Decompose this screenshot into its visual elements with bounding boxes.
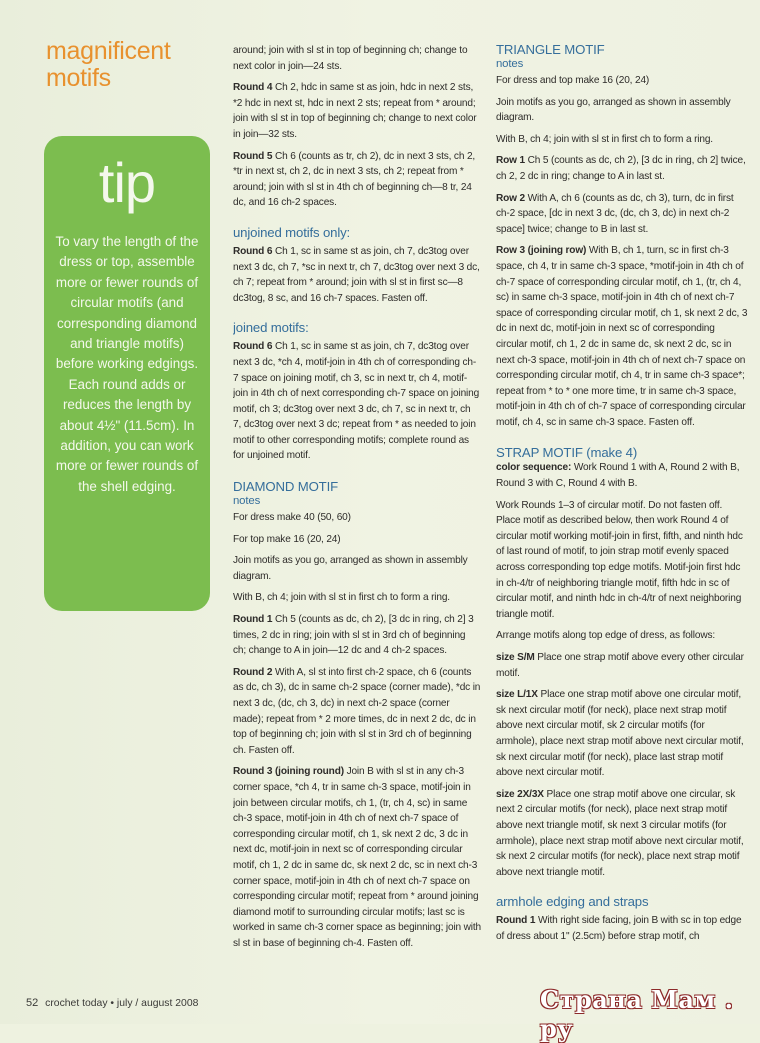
diamond-round-2 <box>233 665 481 759</box>
triangle-note: For dress and top make 16 (20, 24) <box>496 75 650 86</box>
round-label: Round 1 <box>233 614 273 626</box>
section-title-line2: motifs <box>46 64 111 92</box>
row-label: Row 1 <box>496 155 525 167</box>
triangle-motif-heading: TRIANGLE MOTIF <box>496 43 605 57</box>
site-watermark: Страна Мам . ру <box>540 985 734 1043</box>
diamond-note: For dress make 40 (50, 60) <box>233 512 351 524</box>
round-text: Ch 6 (counts as tr, ch 2), dc in next 3 sts, ch 2, *tr in next st, ch 2, dc in next 3 sts, ch 2; repeat from * around; join with sl st in 4th ch of beginning ch—8 tr, 24 dc, and 16 ch-2 spaces. <box>233 150 476 209</box>
unjoined-motifs-heading: unjoined motifs only: <box>233 224 351 240</box>
size-text: Place one strap motif above one circular motif, sk next circular motif (for neck), place next strap motif above next circular motif, sk 2 circular motifs (for armhole), place next strap motif above next circular motif, sk next circular motif (for neck), place last strap motif above next circular motif. <box>496 689 744 779</box>
row-label: Row 2 <box>496 192 525 204</box>
publication-info: crochet today • july / august 2008 <box>45 998 199 1009</box>
round-text: Join B with sl st in any ch-3 corner space, *ch 4, tr in same ch-3 space, motif-join in join between circular motifs, ch 1, (tr, ch 4, sc) in same ch-3 space, motif-join in 4th ch of next ch-7 space of corresponding circular motif, ch 1, sk next 2 dc, 3 dc in next dc, motif-join in next sc of corresponding circular motif, ch 1, 2 dc in same dc, sk next 2 dc, sc in next ch-3 corner space, motif-join in 4th ch of next ch-7 space on corresponding circular motif; repeat from * around joining diamond motif to surrounding circular motifs; last sc is worked in same ch-3 corner space as beginning; join with sl st in base of beginning ch-4. Fasten off. <box>233 766 481 949</box>
round-4-instruction <box>233 80 481 142</box>
round-label: Round 6 <box>233 341 273 353</box>
size-2x3x-instruction <box>496 787 748 881</box>
diamond-start-instruction: With B, ch 4; join with sl st in first ch to form a ring. <box>233 592 450 604</box>
round-text: Ch 2, hdc in same st as join, hdc in next 2 sts, *2 hdc in next st, hdc in next 2 sts; repeat from * around; join with sl st in top of beginning ch; change to next color in join—32 sts. <box>233 82 477 140</box>
size-l1x-instruction <box>496 687 748 781</box>
strap-motif-heading: STRAP MOTIF (make 4) <box>496 445 638 461</box>
strap-instruction: Work Rounds 1–3 of circular motif. Do not fasten off. Place motif as described below, then work Round 4 of circular motif working motif-join in first, fifth, and ninth hdc of last round of motif, to join strap motif evenly spaced across corresponding top edge motifs. Motif-join first hdc in ch-4/tr of neighboring triangle motif, fifth hdc in sc of circular motif, and ninth hdc in ch-4/tr of next neighboring triangle motif. <box>496 499 743 620</box>
size-label: size S/M <box>496 652 535 663</box>
round-text: With A, sl st into first ch-2 space, ch 6 (counts as dc, ch 3), dc in same ch-2 space (corner made), *dc in next 3 dc, (dc, ch 3, dc) in next ch-2 space (corner made); repeat from * 2 more times, dc in next 2 dc, dc in top of beginning ch; join with sl st in 3rd ch of beginning ch. Fasten off. <box>233 666 481 756</box>
triangle-note: Join motifs as you go, arranged as shown in assembly diagram. <box>496 96 731 124</box>
round-label: Round 3 (joining round) <box>233 766 344 778</box>
pattern-column-left <box>233 43 481 983</box>
color-sequence <box>496 460 748 491</box>
diamond-note: Join motifs as you go, arranged as shown in assembly diagram. <box>233 555 468 582</box>
tip-box <box>44 136 210 611</box>
color-sequence-label: color sequence: <box>496 462 572 474</box>
triangle-row-1 <box>496 153 748 184</box>
page-number: 52 <box>26 997 39 1009</box>
color-sequence-text: Work Round 1 with A, Round 2 with B, Round 3 with C, Round 4 with B. <box>496 462 740 490</box>
round-6-joined-instruction <box>233 339 481 464</box>
diamond-motif-heading: DIAMOND MOTIF <box>233 479 339 495</box>
diamond-note: For top make 16 (20, 24) <box>233 533 341 545</box>
size-text: Place one strap motif above every other circular motif. <box>496 652 744 679</box>
tip-title: tip <box>98 151 156 214</box>
triangle-row-2 <box>496 191 748 238</box>
triangle-notes-heading: notes <box>496 58 524 70</box>
row-text: With A, ch 6 (counts as dc, ch 3), turn, dc in first ch-2 space, [dc in next 3 dc, (dc, ch 3, dc) in next ch-2 space] twice; change to B in last st. <box>496 192 734 235</box>
round-label: Round 5 <box>233 150 273 162</box>
size-sm-instruction <box>496 650 748 681</box>
armhole-heading: armhole edging and straps <box>496 894 649 910</box>
page-footer <box>26 997 198 1009</box>
round-text: Ch 1, sc in same st as join, ch 7, dc3tog over next 3 dc, *ch 4, motif-join in 4th ch of corresponding ch-7 space on joining motif, ch 3, sc in next tr, ch 4, motif-join in 4th ch of next corresponding ch-7 space on joining motif, ch 3; dc3tog over next 3 dc, ch 7, sc in next tr, ch 7, dc3tog over next 3 dc; repeat from * as needed to join motif to other corresponding motifs; complete round as for unjoined motif. <box>233 341 480 462</box>
tip-text: To vary the length of the dress or top, assemble more or fewer rounds of circular motifs (and corresponding diamond and triangle motifs) before working edgings. Each round adds or reduces the length by about 4½" (11.5cm). In addition, you can work more or fewer rounds of the shell edging. <box>55 234 199 494</box>
size-label: size L/1X <box>496 689 538 701</box>
size-text: Place one strap motif above one circular, sk next 2 circular motifs (for neck), place next strap motif above next triangle motif, sk next 3 circular motifs (for armhole), place next strap motif above next circular motif, sk next 2 circular motifs (for neck), place next strap motif above next triangle motif. <box>496 788 744 878</box>
armhole-round-1 <box>496 913 748 944</box>
round-label: Round 4 <box>233 82 273 94</box>
pattern-column-right <box>496 43 748 983</box>
section-title <box>46 38 226 92</box>
strap-arrangement: Arrange motifs along top edge of dress, as follows: <box>496 630 716 642</box>
round-label: Round 6 <box>233 245 273 257</box>
joined-motifs-heading: joined motifs: <box>233 320 309 336</box>
row-text: With B, ch 1, turn, sc in first ch-3 space, ch 4, tr in same ch-3 space, *motif-join in 4th ch of ch-7 space of corresponding circular motif, ch 1, (tr, ch 4, sc) in same ch-3 space, motif-join in 4th ch of next ch-7 space of corresponding circular motif, ch 1, sk next 2 dc, 3 dc in next dc, motif-join in next sc of corresponding circular motif, ch 1, 2 dc in same dc, sk next 2 dc, sc in next ch-3 space, motif-join in 4th ch of next ch-7 space on corresponding circular motif, ch 4, tr in same ch-3 space*; repeat from * to * one more time, tr in same ch-3 space, motif-join in 4th ch of ch-7 space of corresponding circular motif, ch 4, sc in same ch-3 space. Fasten off. <box>496 245 748 428</box>
size-label: size 2X/3X <box>496 788 544 800</box>
diamond-round-1 <box>233 612 481 659</box>
row-label: Row 3 (joining row) <box>496 245 587 257</box>
diamond-notes-heading: notes <box>233 495 261 508</box>
round-5-instruction <box>233 149 481 211</box>
round-6-unjoined-instruction <box>233 244 481 306</box>
round-text: Ch 1, sc in same st as join, ch 7, dc3tog over next 3 dc, ch 7, *sc in next tr, ch 7, dc3tog over next 3 dc, ch 7; repeat from * around; join with sl st in first sc—8 dc3tog, 8 sc, and 16 ch-7 spaces. Fasten off. <box>233 245 480 304</box>
round-label: Round 1 <box>496 915 536 927</box>
triangle-start-instruction: With B, ch 4; join with sl st in first ch to form a ring. <box>496 133 713 145</box>
round-label: Round 2 <box>233 666 273 678</box>
triangle-row-3 <box>496 243 748 430</box>
round-text: With right side facing, join B with sc in top edge of dress about 1" (2.5cm) before strap motif, ch <box>496 915 742 942</box>
round-text: Ch 5 (counts as dc, ch 2), [3 dc in ring, ch 2] 3 times, 2 dc in ring; join with sl st in 3rd ch of beginning ch; change to A in join—12 dc and 4 ch-2 spaces. <box>233 614 474 657</box>
row-text: Ch 5 (counts as dc, ch 2), [3 dc in ring, ch 2] twice, ch 2, 2 dc in ring; change to A in last st. <box>496 155 746 182</box>
continued-paragraph: around; join with sl st in top of beginning ch; change to next color in join—24 sts. <box>233 45 468 72</box>
section-title-line1: magnificent <box>46 37 171 65</box>
diamond-round-3 <box>233 764 481 951</box>
